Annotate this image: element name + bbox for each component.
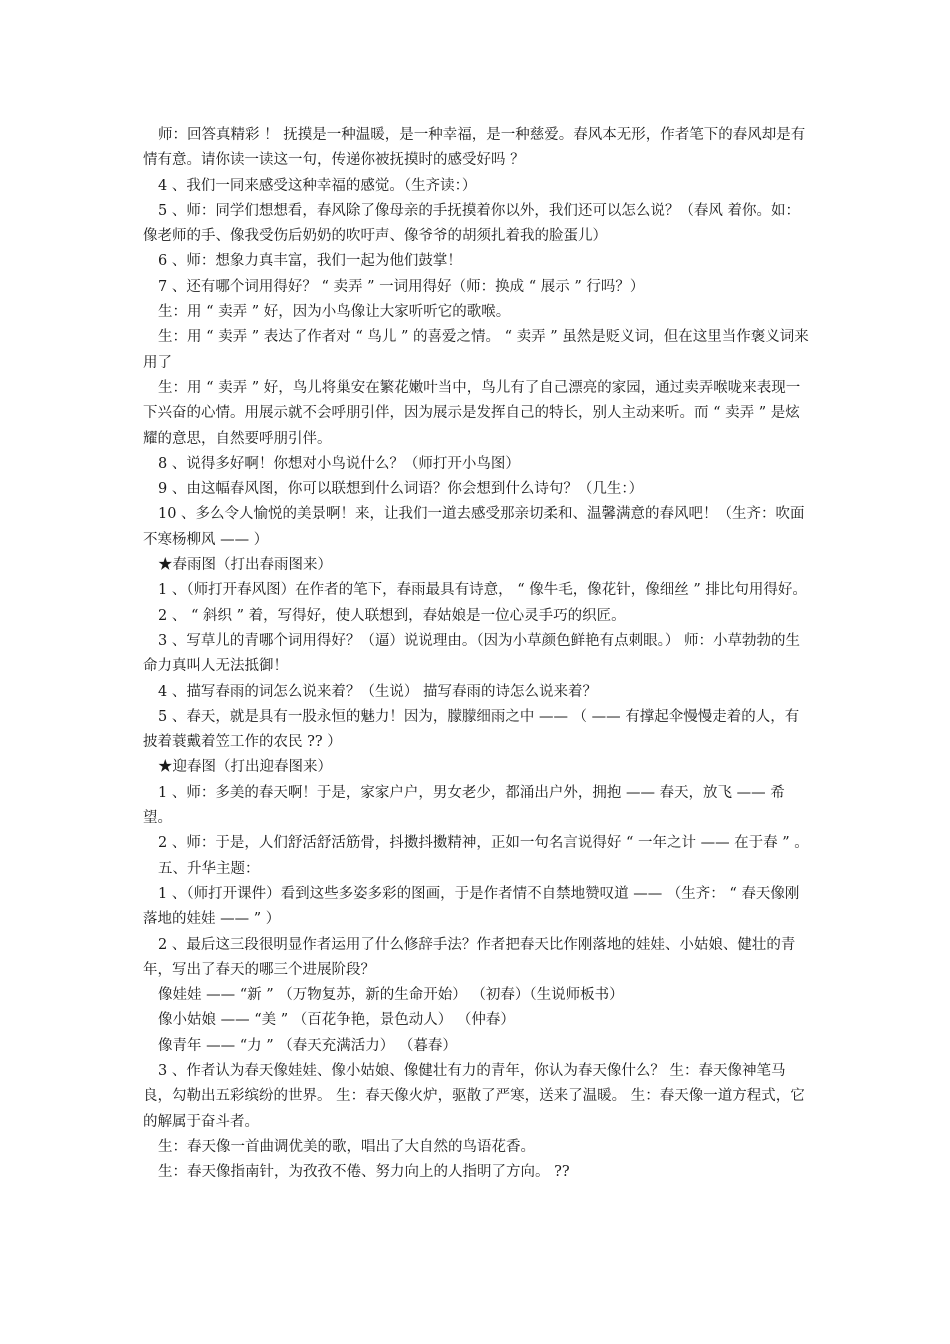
- paragraph: 3 、作者认为春天像娃娃、像小姑娘、像健壮有力的青年，你认为春天像什么？ 生：春天像神笔马良，勾勒出五彩缤纷的世界。 生：春天像火炉，驱散了严寒，送来了温暖。 生：春天像一道方程式，它的解属于奋斗者。: [143, 1062, 805, 1130]
- paragraph: 师：回答真精彩 ！ 抚摸是一种温暖，是一种幸福，是一种慈爱。春风本无形，作者笔下的春风却是有情有意。请你读一读这一句，传递你被抚摸时的感受好吗 ？: [143, 127, 806, 169]
- paragraph: 2 、 “ 斜织 ” 着，写得好，使人联想到，春姑娘是一位心灵手巧的织匠。: [158, 607, 626, 624]
- document-body: [143, 123, 813, 1185]
- paragraph: 4 、我们一同来感受这种幸福的感觉。（生齐读：）: [158, 177, 477, 194]
- paragraph: 1 、（师打开课件）看到这些多姿多彩的图画，于是作者情不自禁地赞叹道 —— （生齐： “ 春天像刚落地的娃娃 —— ” ）: [143, 885, 800, 928]
- paragraph: 3 、写草儿的青哪个词用得好？（逼）说说理由。（因为小草颜色鲜艳有点刺眼。） 师：小草勃勃的生命力真叫人无法抵御！: [143, 632, 800, 675]
- paragraph: 5 、师：同学们想想看，春风除了像母亲的手抚摸着你以外，我们还可以怎么说？（春风 着你。如：像老师的手、像我受伤后奶奶的吹吁声、像爷爷的胡须扎着我的脸蛋儿）: [143, 202, 800, 245]
- paragraph: 像青年 —— “力 ” （春天充满活力） （暮春）: [158, 1037, 457, 1054]
- paragraph: 生：春天像一首曲调优美的歌，唱出了大自然的鸟语花香。: [158, 1138, 535, 1155]
- paragraph: 1 、师：多美的春天啊！于是，家家户户，男女老少，都涌出户外，拥抱 —— 春天，放飞 —— 希望。: [143, 784, 785, 827]
- paragraph: 生：用 “ 卖弄 ” 好，鸟儿将巢安在繁花嫩叶当中，鸟儿有了自己漂亮的家园，通过卖弄喉咙来表现一下兴奋的心情。用展示就不会呼朋引伴，因为展示是发挥自己的特长，别人主动来听。而 “ 卖弄 ” 是炫耀的意思，自然要呼朋引伴。: [143, 379, 801, 447]
- paragraph: 1 、（师打开春风图）在作者的笔下，春雨最具有诗意， “ 像牛毛，像花针，像细丝 ” 排比句用得好。: [158, 582, 807, 599]
- section-heading: ★迎春图（打出迎春图来）: [158, 759, 332, 776]
- paragraph: 2 、最后这三段很明显作者运用了什么修辞手法？作者把春天比作刚落地的娃娃、小姑娘、健壮的青年，写出了春天的哪三个进展阶段？: [143, 936, 796, 978]
- paragraph: 2 、师：于是，人们舒活舒活筋骨，抖擞抖擞精神，正如一句名言说得好 “ 一年之计 —— 在于春 ” 。: [158, 835, 809, 852]
- section-heading: ★春雨图（打出春雨图来）: [158, 557, 332, 574]
- paragraph: 9 、由这幅春风图，你可以联想到什么词语？你会想到什么诗句？（几生：）: [158, 481, 644, 498]
- paragraph: 10 、多么令人愉悦的美景啊！来，让我们一道去感受那亲切柔和、温馨满意的春风吧！（生齐：吹面不寒杨柳风 —— ）: [143, 506, 805, 548]
- paragraph: 生：用 “ 卖弄 ” 表达了作者对 “ 鸟儿 ” 的喜爱之情。 “ 卖弄 ” 虽然是贬义词，但在这里当作褒义词来用了: [143, 329, 809, 371]
- paragraph: 生：春天像指南针，为孜孜不倦、努力向上的人指明了方向。 ??: [158, 1164, 570, 1181]
- paragraph: 7 、还有哪个词用得好？ “ 卖弄 ” 一词用得好（师：换成 “ 展示 ” 行吗？）: [158, 278, 645, 295]
- paragraph: 6 、师：想象力真丰富，我们一起为他们鼓掌！: [158, 253, 462, 270]
- paragraph: 像娃娃 —— “新 ” （万物复苏，新的生命开始） （初春）（生说师板书）: [158, 987, 624, 1004]
- paragraph: 生：用 “ 卖弄 ” 好，因为小鸟像让大家听听它的歌喉。: [158, 304, 511, 321]
- paragraph: 4 、描写春雨的词怎么说来着？（生说） 描写春雨的诗怎么说来着？: [158, 683, 597, 700]
- section-heading: 五、升华主题：: [158, 860, 260, 877]
- paragraph: 8 、说得多好啊！你想对小鸟说什么？（师打开小鸟图）: [158, 455, 520, 472]
- paragraph: 像小姑娘 —— “美 ” （百花争艳，景色动人） （仲春）: [158, 1012, 515, 1029]
- paragraph: 5 、春天，就是具有一股永恒的魅力！因为，朦朦细雨之中 —— （ —— 有撑起伞慢慢走着的人，有披着蓑戴着笠工作的农民 ?? ）: [143, 708, 800, 751]
